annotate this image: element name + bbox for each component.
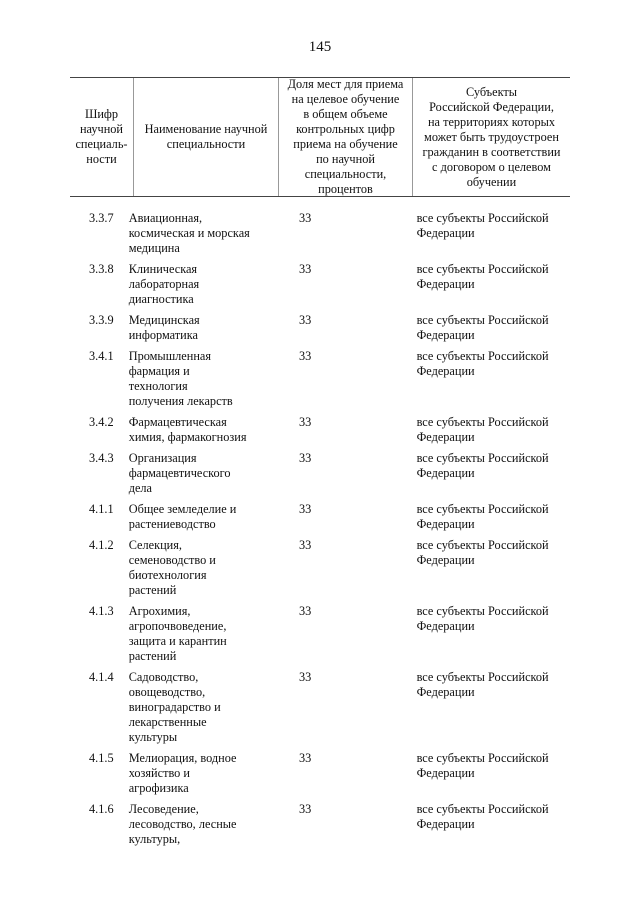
row-subjects: все субъекты Российской Федерации — [416, 751, 549, 780]
row-code: 4.1.4 — [89, 670, 114, 684]
table-header — [70, 77, 570, 197]
table-row — [70, 670, 570, 751]
table-row — [70, 415, 570, 451]
row-subjects: все субъекты Российской Федерации — [416, 313, 549, 342]
row-share: 33 — [299, 211, 312, 225]
row-subjects: все субъекты Российской Федерации — [416, 802, 549, 831]
row-subjects: все субъекты Российской Федерации — [416, 451, 549, 480]
row-name: Промышленная фармация и технология получения лекарств — [128, 349, 233, 408]
row-share: 33 — [299, 802, 312, 816]
row-name: Фармацевтическая химия, фармакогнозия — [128, 415, 247, 444]
row-share: 33 — [299, 670, 312, 684]
table-row — [70, 604, 570, 670]
row-code: 3.3.8 — [89, 262, 114, 276]
row-share: 33 — [299, 349, 312, 363]
header-subjects: Субъекты Российской Федерации, на территориях которых может быть трудоустроен гражданин в соответствии с договором о целевом обучении — [412, 78, 570, 196]
row-name: Авиационная, космическая и морская медицина — [128, 211, 250, 255]
row-code: 3.3.7 — [89, 211, 114, 225]
row-code: 4.1.2 — [89, 538, 114, 552]
row-share: 33 — [299, 538, 312, 552]
row-code: 3.4.2 — [89, 415, 114, 429]
row-code: 4.1.1 — [89, 502, 114, 516]
row-subjects: все субъекты Российской Федерации — [416, 262, 549, 291]
row-code: 3.4.1 — [89, 349, 114, 363]
row-subjects: все субъекты Российской Федерации — [416, 211, 549, 240]
row-name: Мелиорация, водное хозяйство и агрофизика — [128, 751, 237, 795]
row-name: Лесоведение, лесоводство, лесные культуры, — [128, 802, 237, 846]
table-row — [70, 802, 570, 853]
table-body — [70, 211, 570, 853]
table-row — [70, 211, 570, 262]
row-name: Селекция, семеноводство и биотехнология растений — [128, 538, 216, 597]
row-subjects: все субъекты Российской Федерации — [416, 415, 549, 444]
row-name: Агрохимия, агропочвоведение, защита и карантин растений — [128, 604, 227, 663]
row-code: 4.1.5 — [89, 751, 114, 765]
row-subjects: все субъекты Российской Федерации — [416, 604, 549, 633]
row-share: 33 — [299, 751, 312, 765]
header-code: Шифр научной специаль- ности — [75, 107, 128, 166]
row-code: 4.1.6 — [89, 802, 114, 816]
row-share: 33 — [299, 451, 312, 465]
table-row — [70, 538, 570, 604]
row-share: 33 — [299, 313, 312, 327]
table-row — [70, 451, 570, 502]
table-row — [70, 262, 570, 313]
row-name: Клиническая лабораторная диагностика — [128, 262, 200, 306]
row-name: Садоводство, овощеводство, виноградарство и лекарственные культуры — [128, 670, 221, 744]
row-code: 4.1.3 — [89, 604, 114, 618]
row-name: Общее земледелие и растениеводство — [128, 502, 237, 531]
header-name: Наименование научной специальности — [133, 78, 278, 196]
table-row — [70, 751, 570, 802]
row-subjects: все субъекты Российской Федерации — [416, 538, 549, 567]
header-share: Доля мест для приема на целевое обучение в общем объеме контрольных цифр приема на обучение по научной специальности, процентов — [278, 78, 412, 196]
table-row — [70, 349, 570, 415]
row-share: 33 — [299, 502, 312, 516]
row-subjects: все субъекты Российской Федерации — [416, 670, 549, 699]
row-share: 33 — [299, 415, 312, 429]
row-name: Организация фармацевтического дела — [128, 451, 231, 495]
table-row — [70, 313, 570, 349]
row-code: 3.4.3 — [89, 451, 114, 465]
row-share: 33 — [299, 262, 312, 276]
row-subjects: все субъекты Российской Федерации — [416, 349, 549, 378]
row-code: 3.3.9 — [89, 313, 114, 327]
table-row — [70, 502, 570, 538]
page-number: 145 — [308, 39, 332, 55]
row-name: Медицинская информатика — [128, 313, 200, 342]
row-subjects: все субъекты Российской Федерации — [416, 502, 549, 531]
row-share: 33 — [299, 604, 312, 618]
